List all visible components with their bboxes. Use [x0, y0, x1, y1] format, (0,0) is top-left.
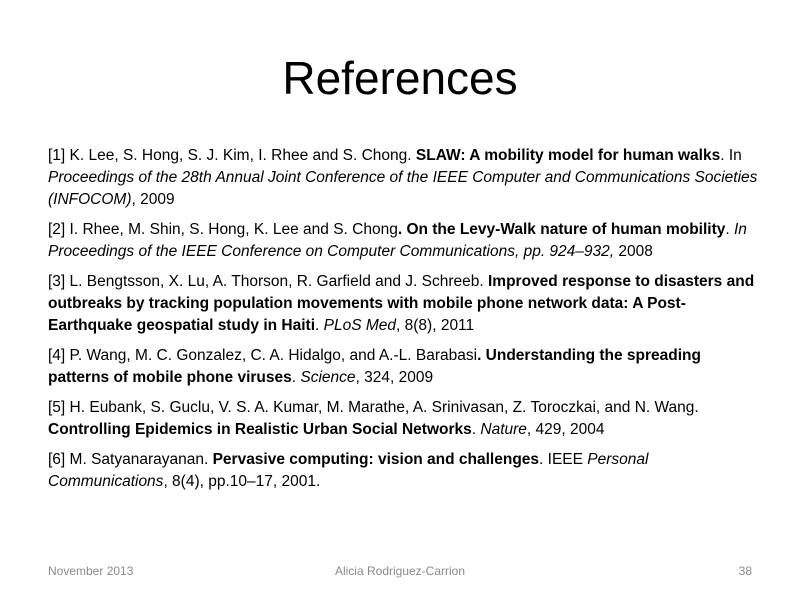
reference-venue: Personal Communications: [48, 451, 649, 490]
reference-authors: H. Eubank, S. Guclu, V. S. A. Kumar, M. Marathe, A. Srinivasan, Z. Toroczkai, and N. Wang.: [69, 399, 699, 416]
reference-connector: .: [315, 317, 324, 334]
reference-connector: .: [725, 221, 734, 238]
reference-authors: M. Satyanarayanan.: [69, 451, 213, 468]
reference-details: , 324, 2009: [355, 369, 434, 386]
reference-connector: .: [471, 421, 481, 438]
reference-authors: P. Wang, M. C. Gonzalez, C. A. Hidalgo, and A.-L. Barabasi: [69, 347, 478, 364]
reference-item-4: [48, 345, 760, 389]
footer-date: November 2013: [48, 564, 134, 578]
reference-number: [1]: [48, 147, 66, 164]
reference-details: , 2009: [131, 191, 175, 208]
reference-title: . On the Levy-Walk nature of human mobility: [397, 221, 726, 238]
reference-item-5: [48, 397, 760, 441]
reference-venue: Nature: [480, 421, 527, 438]
reference-details: 2008: [614, 243, 653, 260]
reference-item-1: [48, 145, 760, 211]
reference-item-3: [48, 271, 760, 337]
reference-details: , 8(4), pp.10–17, 2001.: [163, 473, 321, 490]
reference-title: Pervasive computing: vision and challenges: [212, 451, 540, 468]
reference-title: Improved response to disasters and outbreaks by tracking population movements with mobile phone network data: A Post-Earthquake geospatial study in Haiti: [48, 273, 755, 334]
footer-author: Alicia Rodriguez-Carrion: [334, 564, 466, 578]
reference-connector: .: [291, 369, 301, 386]
reference-authors: I. Rhee, M. Shin, S. Hong, K. Lee and S. Chong: [69, 221, 398, 238]
reference-title: Controlling Epidemics in Realistic Urban Social Networks: [48, 421, 472, 438]
reference-number: [3]: [48, 273, 66, 290]
reference-list: [48, 145, 760, 501]
reference-number: [2]: [48, 221, 66, 238]
reference-item-6: [48, 449, 760, 493]
reference-title: . Understanding the spreading patterns of mobile phone viruses: [48, 347, 701, 386]
reference-details: , 8(8), 2011: [396, 317, 475, 334]
reference-number: [5]: [48, 399, 66, 416]
reference-venue: Proceedings of the 28th Annual Joint Conference of the IEEE Computer and Communications Societies (INFOCOM): [48, 169, 758, 208]
reference-number: [4]: [48, 347, 66, 364]
reference-details: , 429, 2004: [526, 421, 605, 438]
reference-venue: In Proceedings of the IEEE Conference on Computer Communications, pp. 924–932,: [48, 221, 747, 260]
footer-page-number: 38: [738, 564, 752, 578]
reference-venue: Science: [300, 369, 356, 386]
reference-venue: PLoS Med: [323, 317, 397, 334]
reference-authors: K. Lee, S. Hong, S. J. Kim, I. Rhee and S. Chong.: [69, 147, 416, 164]
reference-item-2: [48, 219, 760, 263]
reference-title: SLAW: A mobility model for human walks: [415, 147, 721, 164]
reference-connector: . IEEE: [539, 451, 588, 468]
reference-authors: L. Bengtsson, X. Lu, A. Thorson, R. Garfield and J. Schreeb.: [69, 273, 488, 290]
slide-title: References: [282, 52, 518, 104]
reference-connector: . In: [720, 147, 742, 164]
reference-number: [6]: [48, 451, 66, 468]
